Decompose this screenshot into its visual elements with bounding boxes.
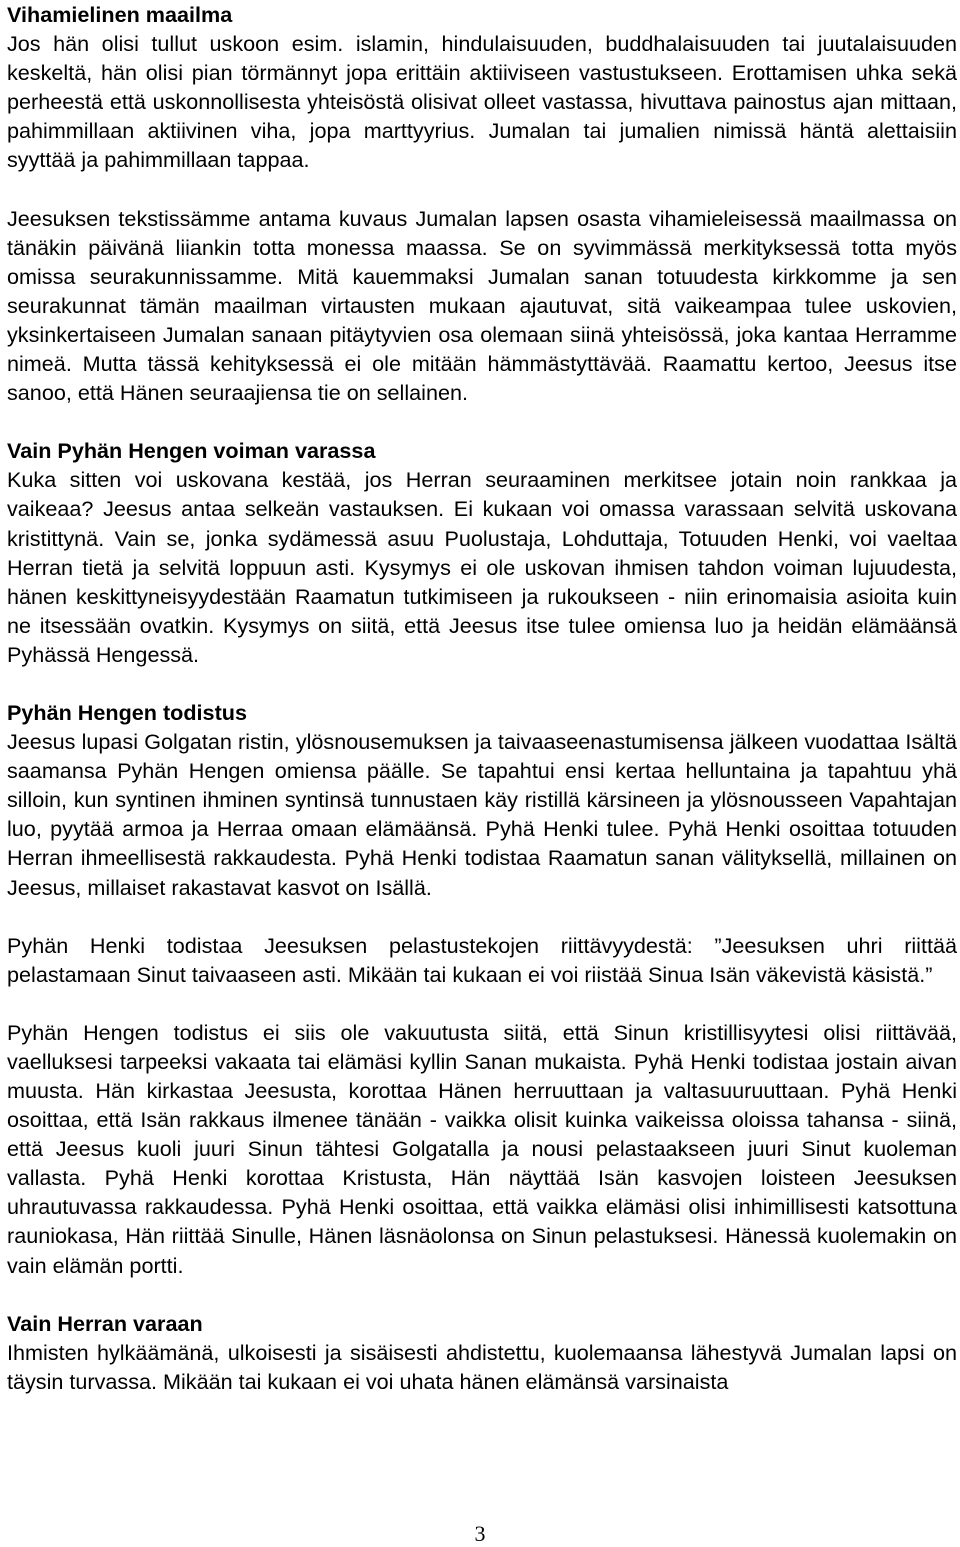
section-spacer xyxy=(7,1280,957,1309)
paragraph: Pyhän Henki todistaa Jeesuksen pelastustekojen riittävyydestä: ”Jeesuksen uhri riittää pelastamaan Sinut taivaaseen asti. Mikään tai kukaan ei voi riistää Sinua Isän väkevistä käsistä.” xyxy=(7,932,957,987)
section-heading: Vain Pyhän Hengen voiman varassa xyxy=(7,438,376,464)
paragraph: Pyhän Hengen todistus ei siis ole vakuutusta siitä, että Sinun kristillisyytesi olisi riittävää, vaelluksesi tarpeeksi vakaata tai elämäsi kyllin Sanan mukaista. Pyhä Henki todistaa jostain aivan muusta. Hän kirkastaa Jeesusta, korottaa Hänen herruuttaan ja valtasuuruuttaan. Pyhä Henki osoittaa, että Isän rakkaus ilmenee tänään - vaikka olisit kuinka vaikeissa oloissa tahansa - siinä, että Jeesus kuoli juuri Sinun tähtesi Golgatalla ja nousi pelastaakseen juuri Sinut kuoleman vallasta. Pyhä Henki korottaa Kristusta, Hän näyttää Isän kasvojen loisteen Jeesuksen uhrautuvassa rakkaudessa. Pyhä Henki osoittaa, että vaikka elämäsi olisi inhimillisesti katsottuna rauniokasa, Hän riittää Sinulle, Hänen läsnäolonsa on Sinun pelastuksesi. Hänessä kuolemakin on vain elämän portti. xyxy=(7,1019,957,1278)
paragraph: Ihmisten hylkäämänä, ulkoisesti ja sisäisesti ahdistettu, kuolemaansa lähestyvä Jumalan lapsi on täysin turvassa. Mikään tai kukaan ei voi uhata hänen elämänsä varsinaista xyxy=(7,1339,957,1394)
paragraph-spacer xyxy=(7,989,957,1018)
paragraph: Jeesuksen tekstissämme antama kuvaus Jumalan lapsen osasta vihamieleisessä maailmassa on tänäkin päivänä liiankin totta monessa maassa. Se on syvimmässä merkityksessä totta myös omissa seurakunnissamme. Mitä kauemmaksi Jumalan sanan totuudesta kirkkomme ja sen seurakunnat tämän maailman virtausten mukaan ajautuvat, sitä vaikeampaa tulee uskovien, yksinkertaiseen Jumalan sanaan pitäytyvien osa olemaan siinä yhteisössä, joka kantaa Herramme nimeä. Mutta tässä kehityksessä ei ole mitään hämmästyttävää. Raamattu kertoo, Jeesus itse sanoo, että Hänen seuraajiensa tie on sellainen. xyxy=(7,205,957,406)
paragraph: Jos hän olisi tullut uskoon esim. islamin, hindulaisuuden, buddhalaisuuden tai juutalaisuuden keskeltä, hän olisi pian törmännyt jopa erittäin aktiiviseen vastustukseen. Erottamisen uhka sekä perheestä että uskonnollisesta yhteisöstä olisivat olleet vastassa, hivuttava painostus ajan mittaan, pahimmillaan aktiivinen viha, jopa marttyyrius. Jumalan tai jumalien nimissä häntä alettaisiin syyttää ja pahimmillaan tappaa. xyxy=(7,31,957,173)
section-heading: Vihamielinen maailma xyxy=(7,2,233,27)
section-heading: Pyhän Hengen todistus xyxy=(7,699,247,725)
section-heading: Vain Herran varaan xyxy=(7,1310,203,1336)
paragraph-spacer xyxy=(7,902,957,931)
document-page xyxy=(7,0,957,1396)
paragraph: Kuka sitten voi uskovana kestää, jos Herran seuraaminen merkitsee jotain noin rankkaa ja vaikeaa? Jeesus antaa selkeän vastauksen. Ei kukaan voi omassa varassaan selvitä uskovana kristittynä. Vain se, jonka sydämessä asuu Puolustaja, Lohduttaja, Totuuden Henki, voi vaeltaa Herran tietä ja selvitä loppuun asti. Kysymys ei ole uskovan ihmisen tahdon voiman lujuudesta, hänen keskittyneisyydestään Raamatun tutkimiseen ja rukoukseen - niin erinomaisia asioita kuin ne itsessään ovatkin. Kysymys on siitä, että Jeesus itse tulee omiensa luo ja heidän elämäänsä Pyhässä Hengessä. xyxy=(7,467,957,667)
section-spacer xyxy=(7,407,957,436)
paragraph-spacer xyxy=(7,175,957,204)
page-number: 3 xyxy=(474,1521,486,1546)
section-spacer xyxy=(7,669,957,698)
paragraph: Jeesus lupasi Golgatan ristin, ylösnousemuksen ja taivaaseenastumisensa jälkeen vuodattaa Isältä saamansa Pyhän Hengen omiensa päälle. Se tapahtui ensi kertaa helluntaina ja tapahtuu yhä silloin, kun syntinen ihminen syntinsä tunnustaen käy ristillä kärsineen ja ylösnousseen Vapahtajan luo, pyytää armoa ja Herraa omaan elämäänsä. Pyhä Henki tulee. Pyhä Henki osoittaa totuuden Herran ihmeellisestä rakkaudesta. Pyhä Henki todistaa Raamatun sanan välityksellä, millainen on Jeesus, millaiset rakastavat kasvot on Isällä. xyxy=(7,729,957,900)
